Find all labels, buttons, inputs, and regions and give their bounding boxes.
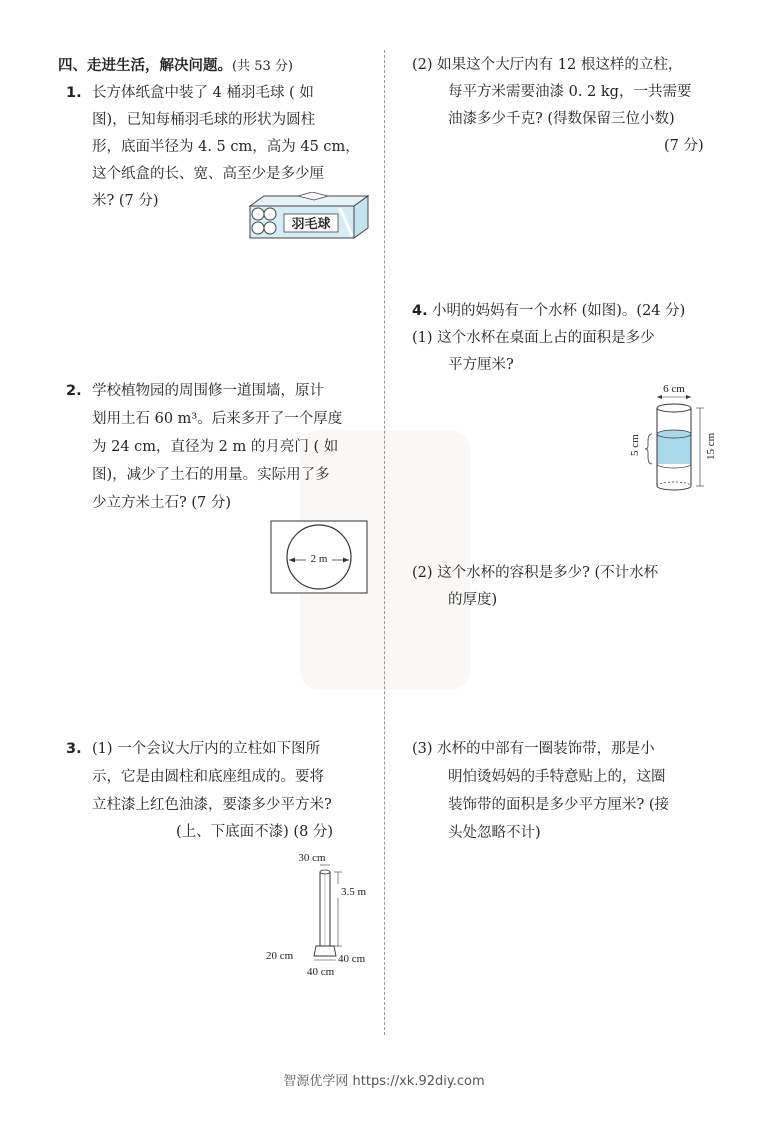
q4-p3-line-3: 装饰带的面积是多少平方厘米? (接 bbox=[448, 797, 670, 813]
q1-line-2: 图)，已知每桶羽毛球的形状为圆柱 bbox=[92, 112, 316, 128]
q1-line-1: 长方体纸盒中装了 4 桶羽毛球 ( 如 bbox=[92, 85, 314, 101]
q4-p3-line-2: 明怕烫妈妈的手特意贴上的，这圈 bbox=[448, 769, 666, 785]
q3-line-2: 示，它是由圆柱和底座组成的。要将 bbox=[92, 769, 324, 785]
q3-line-1: (1) 一个会议大厅内的立柱如下图所 bbox=[92, 741, 321, 757]
q2-line-4: 图)，减少了土石的用量。实际用了多 bbox=[92, 467, 330, 483]
q1-line-4: 这个纸盒的长、宽、高至少是多少厘 bbox=[92, 166, 324, 182]
moon-gate-figure bbox=[270, 520, 370, 596]
base-left-label: 20 cm bbox=[266, 950, 294, 962]
box-label: 羽毛球 bbox=[291, 216, 331, 231]
q2-number: 2. bbox=[66, 383, 82, 399]
footer-watermark: 智源优学网 https://xk.92diy.com bbox=[283, 1074, 485, 1089]
cup-figure bbox=[624, 378, 720, 502]
section-heading bbox=[58, 52, 293, 80]
q2-line-2: 划用土石 60 m³。后来多开了一个厚度 bbox=[92, 411, 343, 427]
q3b-line-4: (7 分) bbox=[664, 138, 704, 154]
q4-p1-line-1: (1) 这个水杯在桌面上占的面积是多少 bbox=[412, 330, 655, 346]
q3-number: 3. bbox=[66, 741, 82, 757]
pillar-figure bbox=[264, 848, 374, 980]
q4-p2-line-2: 的厚度) bbox=[448, 592, 498, 608]
q1-number: 1. bbox=[66, 85, 82, 101]
base-bottom-label: 40 cm bbox=[307, 966, 335, 978]
column-divider bbox=[384, 50, 385, 1035]
pillar-top-label: 30 cm bbox=[298, 852, 326, 864]
shuttlecock-box-figure bbox=[240, 192, 370, 244]
q4-p1-line-2: 平方厘米? bbox=[448, 357, 514, 373]
cup-height-label: 15 cm bbox=[705, 432, 717, 460]
q4-number: 4. bbox=[412, 303, 428, 319]
pillar-height-label: 3.5 m bbox=[341, 886, 367, 898]
q2-line-1: 学校植物园的周围修一道围墙，原计 bbox=[92, 383, 324, 399]
q1-line-3: 形，底面半径为 4. 5 cm，高为 45 cm， bbox=[92, 139, 360, 155]
diameter-label: 2 m bbox=[310, 553, 328, 565]
q3-line-3: 立柱漆上红色油漆，要漆多少平方米? bbox=[92, 797, 332, 813]
q4-p3-line-4: 头处忽略不计) bbox=[448, 825, 541, 841]
base-right-label: 40 cm bbox=[338, 953, 366, 965]
section-title: 四、走进生活，解决问题。 bbox=[58, 57, 232, 74]
q4-p2-line-1: (2) 这个水杯的容积是多少? (不计水杯 bbox=[412, 565, 659, 581]
q4-p3-line-1: (3) 水杯的中部有一圈装饰带，那是小 bbox=[412, 741, 655, 757]
q2-line-5: 少立方米土石? (7 分) bbox=[92, 495, 232, 511]
q2-line-3: 为 24 cm，直径为 2 m 的月亮门 ( 如 bbox=[92, 439, 339, 455]
q1-line-5: 米? (7 分) bbox=[92, 193, 159, 209]
cup-width-label: 6 cm bbox=[663, 383, 685, 395]
q3b-line-2: 每平方米需要油漆 0. 2 kg，一共需要 bbox=[448, 84, 692, 100]
section-score: (共 53 分) bbox=[232, 59, 293, 74]
cup-band-label: 5 cm bbox=[629, 434, 641, 456]
q3-line-4: (上、下底面不漆) (8 分) bbox=[176, 824, 334, 840]
q3b-line-3: 油漆多少千克? (得数保留三位小数) bbox=[448, 111, 675, 127]
q3b-line-1: (2) 如果这个大厅内有 12 根这样的立柱， bbox=[412, 57, 683, 73]
q4-intro: 小明的妈妈有一个水杯 (如图)。(24 分) bbox=[432, 303, 686, 319]
